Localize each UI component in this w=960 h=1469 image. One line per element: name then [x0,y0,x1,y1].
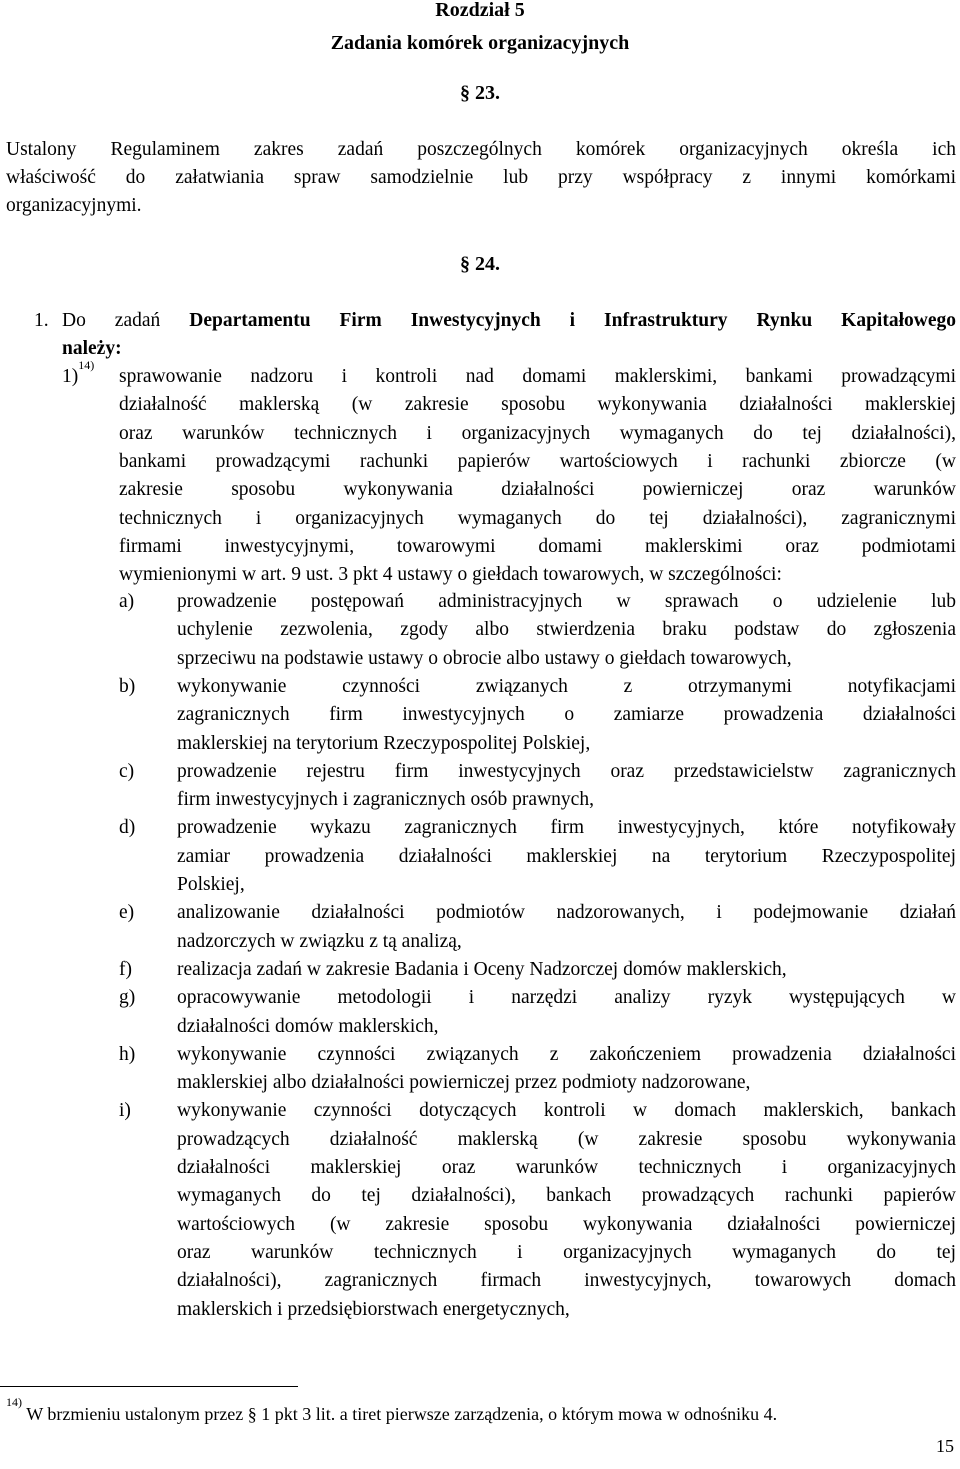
footnote-mark: 14) [6,1395,22,1409]
point-1-line: firmami inwestycyjnymi, towarowymi domami maklerskimi oraz podmiotami [119,535,956,557]
item-line: nadzorczych w związku z tą analizą, [177,930,462,952]
item-line: prowadzenie wykazu zagranicznych firm inwestycyjnych, które notyfikowały [177,817,956,839]
section-24-label: § 24. [460,253,500,275]
item-letter: d) [119,817,136,839]
section-23-line-2: właściwość do załatwiania spraw samodzielnie lub przy współpracy z innymi komórkami [6,167,956,188]
item-line: zagranicznych firm inwestycyjnych o zamiarze prowadzenia działalności [177,704,956,726]
section-24-intro-line-2: należy: [62,338,122,359]
point-1-line: działalność maklerską (w zakresie sposobu wykonywania działalności maklerskiej [119,394,956,416]
item-line: działalności), zagranicznych firmach inwestycyjnych, towarowych domach [177,1270,956,1292]
section-23-line-1: Ustalony Regulaminem zakres zadań poszczególnych komórek organizacyjnych określa ich [6,139,956,160]
item-line: firm inwestycyjnych i zagranicznych osób prawnych, [177,789,594,811]
item-line: uchylenie zezwolenia, zgody albo stwierdzenia braku podstaw do zgłoszenia [177,619,956,641]
section-24-intro-number: 1. [34,310,49,331]
item-line: opracowywanie metodologii i narzędzi analizy ryzyk występujących w [177,987,956,1009]
item-letter: g) [119,987,136,1009]
footnote-separator [0,1386,298,1387]
point-1-line: sprawowanie nadzoru i kontroli nad domami maklerskimi, bankami prowadzącymi [119,366,956,387]
point-1-line: wymienionymi w art. 9 ust. 3 pkt 4 ustawy o giełdach towarowych, w szczególności: [119,564,782,586]
item-letter: c) [119,760,135,782]
intro-text: Do zadań [62,310,161,331]
item-line: wykonywanie czynności związanych z zakończeniem prowadzenia działalności [177,1043,956,1065]
item-line: wymaganych do tej działalności), bankach prowadzących rachunki papierów [177,1185,956,1207]
section-24-intro-line-1 [62,307,956,335]
point-1-line: oraz warunków technicznych i organizacyjnych wymaganych do tej działalności), [119,422,956,444]
point-1-number [62,358,95,391]
footnote-text: W brzmieniu ustalonym przez § 1 pkt 3 lit. a tiret pierwsze zarządzenia, o którym mowa w odnośniku 4. [26,1404,778,1424]
department-name: Departamentu Firm Inwestycyjnych i Infrastruktury Rynku Kapitałowego [189,310,956,331]
item-line: działalności domów maklerskich, [177,1015,439,1037]
point-1-line: bankami prowadzącymi rachunki papierów wartościowych i rachunki zbiorcze (w [119,450,956,472]
item-letter: a) [119,591,135,612]
item-line: maklerskiej albo działalności powierniczej przez podmioty nadzorowane, [177,1072,751,1094]
item-line: działalności maklerskiej oraz warunków technicznych i organizacyjnych [177,1157,956,1178]
item-letter: e) [119,902,135,924]
item-letter: i) [119,1100,131,1122]
item-letter: h) [119,1043,136,1065]
item-line: prowadzących działalność maklerską (w zakresie sposobu wykonywania [177,1128,956,1150]
point-1-num-text: 1) [62,366,79,387]
item-line: Polskiej, [177,874,245,895]
item-line: prowadzenie rejestru firm inwestycyjnych oraz przedstawicielstw zagranicznych [177,760,956,782]
section-23-line-3: organizacyjnymi. [6,195,142,216]
point-1-line: technicznych i organizacyjnych wymaganych do tej działalności), zagranicznymi [119,507,956,529]
chapter-number: Rozdział 5 [435,0,525,21]
item-line: wartościowych (w zakresie sposobu wykonywania działalności powierniczej [177,1213,956,1235]
item-line: wykonywanie czynności dotyczących kontroli w domach maklerskich, bankach [177,1100,956,1122]
item-line: maklerskich i przedsiębiorstwach energetycznych, [177,1298,570,1320]
item-line: sprzeciwu na podstawie ustawy o obrocie albo ustawy o giełdach towarowych, [177,647,792,669]
item-line: wykonywanie czynności związanych z otrzymanymi notyfikacjami [177,675,956,697]
item-line: oraz warunków technicznych i organizacyjnych wymaganych do tej [177,1241,956,1263]
point-1-line: zakresie sposobu wykonywania działalności powierniczej oraz warunków [119,479,956,501]
item-line: prowadzenie postępowań administracyjnych w sprawach o udzielenie lub [177,591,956,612]
item-line: zamiar prowadzenia działalności maklerskiej na terytorium Rzeczypospolitej [177,845,956,867]
item-line: maklerskiej na terytorium Rzeczypospolitej Polskiej, [177,732,591,754]
footnote-reference: 14) [78,358,95,372]
item-line: analizowanie działalności podmiotów nadzorowanych, i podejmowanie działań [177,902,956,924]
item-letter: b) [119,675,136,697]
footnote [6,1395,778,1428]
item-letter: f) [119,958,132,980]
chapter-heading [280,0,680,60]
chapter-title: Zadania komórek organizacyjnych [330,32,630,54]
section-23-label: § 23. [460,82,500,104]
item-line: realizacja zadań w zakresie Badania i Oceny Nadzorczej domów maklerskich, [177,958,787,980]
page-number: 15 [936,1436,954,1456]
